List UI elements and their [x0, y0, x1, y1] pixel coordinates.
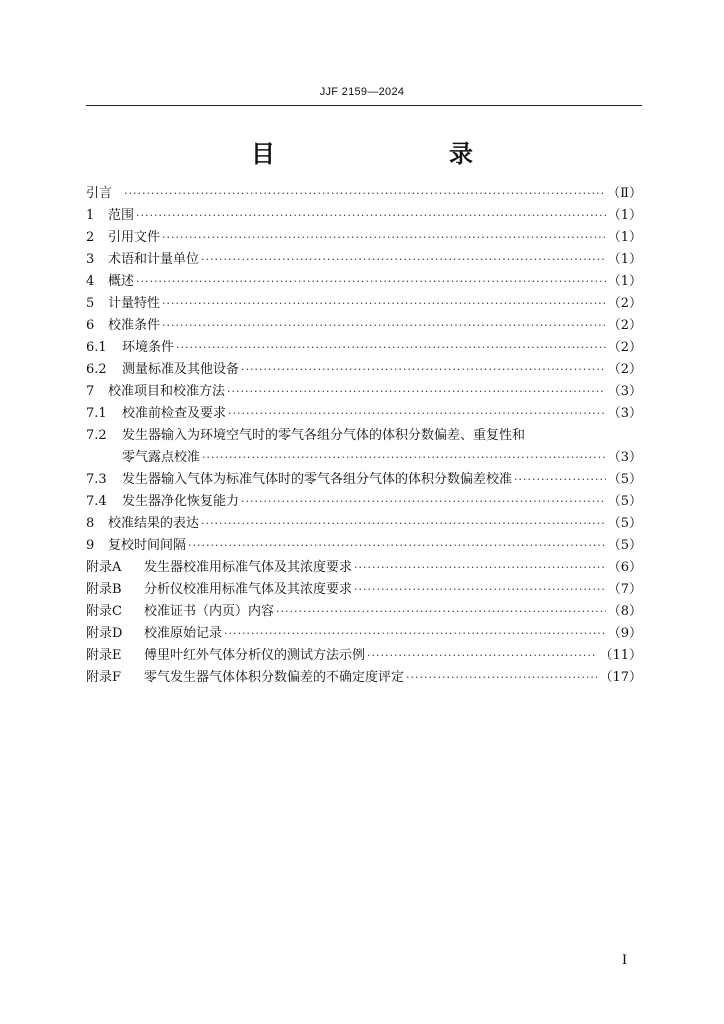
toc-entry-number: 9 [86, 538, 95, 553]
toc-leader-dots [176, 341, 606, 354]
toc-leader-dots [241, 495, 606, 508]
toc-leader-dots [124, 187, 605, 200]
toc-entry-label: 零气发生器气体体积分数偏差的不确定度评定 [144, 670, 405, 685]
toc-leader-dots [224, 627, 606, 640]
toc-entry[interactable] [86, 424, 642, 446]
toc-entry-label: 分析仪校准用标准气体及其浓度要求 [144, 582, 353, 597]
toc-leader-dots [162, 231, 606, 244]
toc-entry-label: 傅里叶红外气体分析仪的测试方法示例 [144, 648, 366, 663]
toc-entry[interactable] [86, 248, 642, 270]
toc-entry[interactable] [86, 446, 642, 468]
toc-entry[interactable] [86, 600, 642, 622]
toc-entry-page: （9） [607, 626, 642, 641]
toc-entry-number: 7 [86, 384, 95, 399]
toc-entry-page: （5） [607, 472, 642, 487]
page-title: 目 录 [251, 140, 515, 168]
toc-entry[interactable] [86, 490, 642, 512]
toc-entry-page: （1） [607, 230, 642, 245]
toc-leader-dots [201, 253, 606, 266]
toc-entry-label: 校准项目和校准方法 [108, 384, 226, 399]
toc-entry-number: 附录B [86, 582, 122, 597]
toc-entry[interactable] [86, 182, 642, 204]
toc-entry-number: 5 [86, 296, 95, 311]
toc-entry-number: 附录C [86, 604, 122, 619]
toc-entry[interactable] [86, 270, 642, 292]
toc-leader-dots [406, 671, 597, 684]
toc-entry[interactable] [86, 578, 642, 600]
toc-entry-page: （7） [607, 582, 642, 597]
toc-entry-number: 附录F [86, 670, 122, 685]
toc-entry-number: 引言 [86, 186, 113, 201]
toc-entry[interactable] [86, 336, 642, 358]
toc-entry-number: 7.4 [86, 494, 107, 509]
toc-entry-page: （11） [599, 648, 642, 663]
header-divider [86, 105, 642, 106]
toc-entry-number: 8 [86, 516, 95, 531]
table-of-contents [86, 182, 642, 688]
toc-entry-label: 校准前检查及要求 [122, 406, 227, 421]
toc-entry[interactable] [86, 622, 642, 644]
toc-entry-number: 6 [86, 318, 95, 333]
toc-entry-label: 零气露点校准 [122, 450, 201, 465]
toc-entry[interactable] [86, 512, 642, 534]
toc-leader-dots [136, 275, 606, 288]
toc-entry[interactable] [86, 380, 642, 402]
toc-entry[interactable] [86, 314, 642, 336]
toc-entry-page: （17） [599, 670, 642, 685]
toc-entry-number: 6.1 [86, 340, 107, 355]
toc-entry-label: 概述 [108, 274, 135, 289]
toc-entry-page: （2） [607, 340, 642, 355]
toc-entry-label: 发生器输入气体为标准气体时的零气各组分气体的体积分数偏差校准 [122, 472, 513, 487]
toc-entry-page: （5） [607, 538, 642, 553]
toc-entry-label: 计量特性 [108, 296, 161, 311]
toc-entry-number: 附录D [86, 626, 123, 641]
toc-entry[interactable] [86, 402, 642, 424]
toc-leader-dots [354, 583, 606, 596]
toc-leader-dots [136, 209, 606, 222]
toc-entry-page: （1） [607, 208, 642, 223]
toc-entry[interactable] [86, 556, 642, 578]
toc-leader-dots [367, 649, 597, 662]
toc-entry-label: 引用文件 [108, 230, 161, 245]
toc-entry[interactable] [86, 666, 642, 688]
toc-entry-page: （Ⅱ） [607, 186, 642, 201]
page-number: I [622, 952, 627, 968]
toc-entry-page: （2） [607, 296, 642, 311]
toc-entry-number: 7.1 [86, 406, 107, 421]
toc-entry[interactable] [86, 644, 642, 666]
toc-leader-dots [162, 319, 606, 332]
toc-entry-number: 6.2 [86, 362, 107, 377]
toc-entry-label: 发生器输入为环境空气时的零气各组分气体的体积分数偏差、重复性和 [122, 428, 526, 443]
toc-entry-label: 术语和计量单位 [108, 252, 200, 267]
toc-entry-label: 范围 [108, 208, 135, 223]
toc-entry-page: （3） [607, 406, 642, 421]
toc-entry[interactable] [86, 534, 642, 556]
toc-entry-page: （2） [607, 318, 642, 333]
toc-leader-dots [162, 297, 606, 310]
toc-entry-label: 环境条件 [122, 340, 175, 355]
toc-entry-label: 校准条件 [108, 318, 161, 333]
toc-entry-label: 校准证书（内页）内容 [144, 604, 275, 619]
toc-leader-dots [227, 385, 606, 398]
toc-entry-page: （3） [607, 384, 642, 399]
document-code: JJF 2159—2024 [319, 86, 405, 98]
toc-entry-number: 7.2 [86, 428, 107, 443]
toc-entry-number: 2 [86, 230, 95, 245]
toc-leader-dots [276, 605, 606, 618]
toc-entry-page: （5） [607, 516, 642, 531]
toc-entry[interactable] [86, 358, 642, 380]
toc-entry-number: 4 [86, 274, 95, 289]
toc-entry-page: （2） [607, 362, 642, 377]
toc-entry-page: （3） [607, 450, 642, 465]
toc-entry-page: （5） [607, 494, 642, 509]
toc-leader-dots [188, 539, 606, 552]
toc-entry[interactable] [86, 292, 642, 314]
toc-leader-dots [201, 517, 606, 530]
toc-entry-page: （1） [607, 274, 642, 289]
toc-entry-label: 测量标准及其他设备 [122, 362, 240, 377]
toc-leader-dots [228, 407, 606, 420]
toc-leader-dots [354, 561, 606, 574]
toc-leader-dots [202, 451, 606, 464]
toc-entry-page: （1） [607, 252, 642, 267]
toc-entry-label: 发生器校准用标准气体及其浓度要求 [144, 560, 353, 575]
toc-entry[interactable] [86, 468, 642, 490]
toc-entry-label: 发生器净化恢复能力 [122, 494, 240, 509]
toc-entry-number: 3 [86, 252, 95, 267]
toc-entry-number: 7.3 [86, 472, 107, 487]
toc-entry-number: 附录E [86, 648, 122, 663]
toc-entry-label: 校准原始记录 [144, 626, 223, 641]
toc-leader-dots [241, 363, 606, 376]
toc-entry[interactable] [86, 204, 642, 226]
toc-entry-page: （6） [607, 560, 642, 575]
toc-entry-number: 1 [86, 208, 95, 223]
toc-leader-dots [514, 473, 606, 486]
toc-entry-page: （8） [607, 604, 642, 619]
toc-entry-number: 附录A [86, 560, 122, 575]
toc-entry-label: 复校时间间隔 [108, 538, 187, 553]
toc-entry-label: 校准结果的表达 [108, 516, 200, 531]
toc-entry[interactable] [86, 226, 642, 248]
